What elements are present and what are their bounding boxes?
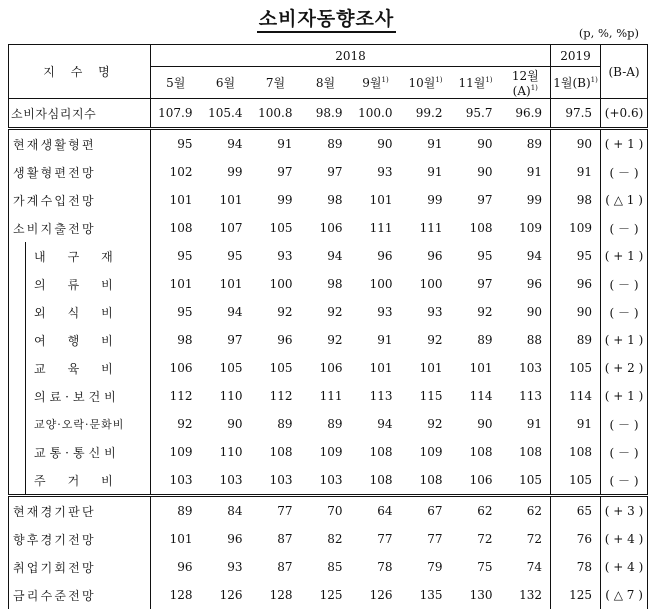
value-cell: 91 — [377, 333, 393, 347]
value-cell: 100.0 — [351, 99, 401, 129]
value-cell: 90 — [227, 417, 243, 431]
value-cell: 77 — [427, 532, 443, 546]
header-month: 10월$^{1)}$ — [408, 76, 443, 90]
value-cell: 105 — [269, 221, 293, 235]
value-cell: 113 — [369, 389, 393, 403]
value-cell: 91 — [501, 410, 551, 438]
value-cell: 101 — [369, 193, 393, 207]
row-label: 생활형편전망 — [9, 158, 151, 186]
value-cell: 89 — [301, 129, 351, 159]
value-cell: 113 — [501, 382, 551, 410]
value-cell: 100 — [369, 277, 393, 291]
value-cell: 101 — [369, 361, 393, 375]
value-cell: 103 — [501, 354, 551, 382]
value-cell: 101 — [169, 277, 193, 291]
value-cell: 93 — [377, 305, 393, 319]
value-cell: 102 — [169, 165, 193, 179]
change-cell: ( － ) — [601, 298, 648, 326]
value-cell: 94 — [501, 242, 551, 270]
value-cell: 94 — [227, 305, 243, 319]
value-cell: 96 — [427, 249, 443, 263]
change-cell: ( + 1 ) — [601, 326, 648, 354]
value-cell: 95.7 — [451, 99, 501, 129]
units-note: (p, %, %p) — [578, 26, 639, 40]
value-cell: 103 — [269, 473, 293, 487]
value-cell: 92 — [427, 417, 443, 431]
value-cell: 77 — [377, 532, 393, 546]
value-cell: 95 — [551, 242, 601, 270]
value-cell: 126 — [219, 588, 243, 602]
value-cell: 99 — [227, 165, 243, 179]
value-cell: 92 — [327, 305, 343, 319]
header-month-jan: 1월$(B)^{1)}$ — [551, 67, 601, 99]
value-cell: 94 — [377, 417, 393, 431]
value-cell: 109 — [169, 445, 193, 459]
row-label: 금리수준전망 — [9, 581, 151, 609]
value-cell: 96 — [377, 249, 393, 263]
value-cell: 128 — [269, 588, 293, 602]
value-cell: 108 — [551, 438, 601, 466]
value-cell: 72 — [477, 532, 493, 546]
value-cell: 108 — [469, 221, 493, 235]
value-cell: 92 — [327, 333, 343, 347]
value-cell: 87 — [277, 532, 293, 546]
value-cell: 93 — [277, 249, 293, 263]
value-cell: 90 — [477, 417, 493, 431]
value-cell: 101 — [219, 277, 243, 291]
row-label: 가계수입전망 — [9, 186, 151, 214]
table-row — [9, 553, 648, 581]
row-label: 의류비 — [9, 270, 151, 298]
value-cell: 65 — [551, 496, 601, 526]
value-cell: 111 — [319, 389, 343, 403]
value-cell: 108 — [369, 445, 393, 459]
value-cell: 75 — [477, 560, 493, 574]
value-cell: 97 — [327, 165, 343, 179]
value-cell: 105 — [219, 361, 243, 375]
value-cell: 100 — [269, 277, 293, 291]
value-cell: 89 — [327, 417, 343, 431]
value-cell: 98 — [177, 333, 193, 347]
value-cell: 108 — [369, 473, 393, 487]
row-label: 여행비 — [9, 326, 151, 354]
value-cell: 107 — [219, 221, 243, 235]
row-label: 현재생활형편 — [9, 129, 151, 159]
value-cell: 109 — [551, 214, 601, 242]
table-row — [9, 326, 648, 354]
value-cell: 111 — [369, 221, 393, 235]
value-cell: 76 — [551, 525, 601, 553]
value-cell: 108 — [501, 438, 551, 466]
value-cell: 97 — [227, 333, 243, 347]
change-cell: ( + 4 ) — [601, 525, 648, 553]
value-cell: 128 — [169, 588, 193, 602]
value-cell: 126 — [369, 588, 393, 602]
row-label: 현재경기판단 — [9, 496, 151, 526]
change-cell: ( + 1 ) — [601, 129, 648, 159]
row-label: 소비자심리지수 — [9, 99, 151, 129]
value-cell: 95 — [477, 249, 493, 263]
table-row — [9, 214, 648, 242]
table-row — [9, 410, 648, 438]
value-cell: 106 — [169, 361, 193, 375]
value-cell: 108 — [169, 221, 193, 235]
value-cell: 62 — [501, 496, 551, 526]
value-cell: 101 — [169, 193, 193, 207]
value-cell: 95 — [227, 249, 243, 263]
value-cell: 132 — [501, 581, 551, 609]
value-cell: 98.9 — [301, 99, 351, 129]
value-cell: 70 — [301, 496, 351, 526]
value-cell: 91 — [501, 158, 551, 186]
value-cell: 105 — [551, 466, 601, 496]
value-cell: 89 — [551, 326, 601, 354]
header-month: 7월 — [265, 76, 286, 90]
change-cell: ( － ) — [601, 466, 648, 496]
value-cell: 125 — [319, 588, 343, 602]
table-row — [9, 581, 648, 609]
table-body — [9, 99, 648, 610]
header-month: 12월$(A)^{1)}$ — [501, 67, 551, 99]
header-label-cell: 지 수 명 — [9, 45, 151, 99]
row-label: 의료·보건비 — [9, 382, 151, 410]
header-month: 11월$^{1)}$ — [458, 76, 493, 90]
value-cell: 106 — [319, 221, 343, 235]
value-cell: 99 — [427, 193, 443, 207]
value-cell: 87 — [277, 560, 293, 574]
value-cell: 96 — [551, 270, 601, 298]
table-row — [9, 438, 648, 466]
value-cell: 90 — [501, 298, 551, 326]
value-cell: 91 — [551, 158, 601, 186]
value-cell: 67 — [401, 496, 451, 526]
value-cell: 95 — [177, 249, 193, 263]
value-cell: 112 — [169, 389, 193, 403]
value-cell: 95 — [151, 129, 201, 159]
value-cell: 105 — [551, 354, 601, 382]
table-row — [9, 242, 648, 270]
value-cell: 94 — [201, 129, 251, 159]
value-cell: 99 — [277, 193, 293, 207]
value-cell: 62 — [451, 496, 501, 526]
value-cell: 90 — [477, 165, 493, 179]
row-label: 교양·오락·문화비 — [9, 410, 151, 438]
table-row — [9, 158, 648, 186]
value-cell: 79 — [427, 560, 443, 574]
table-row — [9, 298, 648, 326]
header-row-years — [9, 45, 648, 67]
value-cell: 92 — [427, 333, 443, 347]
table-row — [9, 99, 648, 129]
value-cell: 90 — [451, 129, 501, 159]
row-label: 외식비 — [9, 298, 151, 326]
value-cell: 97.5 — [551, 99, 601, 129]
value-cell: 74 — [501, 553, 551, 581]
value-cell: 101 — [219, 193, 243, 207]
value-cell: 96 — [177, 560, 193, 574]
table-row — [9, 496, 648, 526]
value-cell: 82 — [327, 532, 343, 546]
value-cell: 103 — [319, 473, 343, 487]
value-cell: 115 — [419, 389, 443, 403]
value-cell: 98 — [327, 193, 343, 207]
row-label: 교통·통신비 — [9, 438, 151, 466]
value-cell: 64 — [351, 496, 401, 526]
value-cell: 89 — [501, 129, 551, 159]
document-title: 소비자동향조사 — [0, 4, 653, 31]
value-cell: 110 — [219, 389, 243, 403]
value-cell: 78 — [377, 560, 393, 574]
change-cell: ( － ) — [601, 214, 648, 242]
header-year-2018: 2018 — [151, 45, 551, 67]
value-cell: 92 — [477, 305, 493, 319]
change-cell: ( △ 1 ) — [601, 186, 648, 214]
header-year-2019: 2019 — [551, 45, 601, 67]
change-cell: ( － ) — [601, 158, 648, 186]
table-row — [9, 354, 648, 382]
value-cell: 109 — [501, 214, 551, 242]
header-month: 5월 — [166, 76, 186, 90]
change-cell: ( △ 7 ) — [601, 581, 648, 609]
value-cell: 89 — [477, 333, 493, 347]
value-cell: 96 — [277, 333, 293, 347]
value-cell: 108 — [269, 445, 293, 459]
header-month: 8월 — [315, 76, 336, 90]
value-cell: 105 — [501, 466, 551, 496]
value-cell: 85 — [327, 560, 343, 574]
value-cell: 98 — [327, 277, 343, 291]
value-cell: 111 — [419, 221, 443, 235]
value-cell: 101 — [419, 361, 443, 375]
row-label: 교육비 — [9, 354, 151, 382]
value-cell: 88 — [501, 326, 551, 354]
value-cell: 108 — [419, 473, 443, 487]
value-cell: 114 — [551, 382, 601, 410]
value-cell: 84 — [201, 496, 251, 526]
table-row — [9, 186, 648, 214]
value-cell: 92 — [177, 417, 193, 431]
value-cell: 97 — [477, 193, 493, 207]
change-cell: ( － ) — [601, 270, 648, 298]
value-cell: 77 — [251, 496, 301, 526]
value-cell: 101 — [469, 361, 493, 375]
value-cell: 109 — [419, 445, 443, 459]
value-cell: 105 — [269, 361, 293, 375]
value-cell: 125 — [551, 581, 601, 609]
table-row — [9, 525, 648, 553]
value-cell: 97 — [277, 165, 293, 179]
header-month: 9월$^{1)}$ — [362, 76, 389, 90]
table-row — [9, 270, 648, 298]
change-cell: ( + 1 ) — [601, 382, 648, 410]
value-cell: 89 — [151, 496, 201, 526]
value-cell: 107.9 — [151, 99, 201, 129]
value-cell: 99.2 — [401, 99, 451, 129]
value-cell: 114 — [469, 389, 493, 403]
header-month: 6월 — [215, 76, 236, 90]
value-cell: 93 — [427, 305, 443, 319]
value-cell: 91 — [427, 165, 443, 179]
value-cell: 93 — [377, 165, 393, 179]
value-cell: 100 — [419, 277, 443, 291]
value-cell: 91 — [551, 410, 601, 438]
value-cell: 98 — [551, 186, 601, 214]
value-cell: 94 — [327, 249, 343, 263]
value-cell: 109 — [319, 445, 343, 459]
value-cell: 135 — [419, 588, 443, 602]
row-label: 주거비 — [9, 466, 151, 496]
value-cell: 110 — [219, 445, 243, 459]
value-cell: 105.4 — [201, 99, 251, 129]
value-cell: 106 — [319, 361, 343, 375]
change-cell: ( + 3 ) — [601, 496, 648, 526]
value-cell: 92 — [277, 305, 293, 319]
header-change: (B-A) — [601, 45, 648, 99]
value-cell: 89 — [277, 417, 293, 431]
consumer-survey-table — [8, 44, 648, 609]
value-cell: 96.9 — [501, 99, 551, 129]
value-cell: 97 — [477, 277, 493, 291]
change-cell: ( + 1 ) — [601, 242, 648, 270]
change-cell: (+0.6) — [601, 99, 648, 129]
value-cell: 90 — [551, 298, 601, 326]
table-row — [9, 129, 648, 159]
value-cell: 106 — [469, 473, 493, 487]
change-cell: ( + 4 ) — [601, 553, 648, 581]
row-label: 내구재 — [9, 242, 151, 270]
value-cell: 78 — [551, 553, 601, 581]
value-cell: 91 — [251, 129, 301, 159]
value-cell: 90 — [351, 129, 401, 159]
table-row — [9, 466, 648, 496]
value-cell: 101 — [169, 532, 193, 546]
row-label: 취업기회전망 — [9, 553, 151, 581]
change-cell: ( － ) — [601, 438, 648, 466]
value-cell: 108 — [469, 445, 493, 459]
value-cell: 93 — [227, 560, 243, 574]
value-cell: 90 — [551, 129, 601, 159]
value-cell: 103 — [219, 473, 243, 487]
value-cell: 112 — [269, 389, 293, 403]
value-cell: 100.8 — [251, 99, 301, 129]
table-row — [9, 382, 648, 410]
value-cell: 96 — [501, 270, 551, 298]
value-cell: 103 — [169, 473, 193, 487]
value-cell: 99 — [501, 186, 551, 214]
value-cell: 95 — [177, 305, 193, 319]
value-cell: 72 — [501, 525, 551, 553]
value-cell: 130 — [469, 588, 493, 602]
row-label: 향후경기전망 — [9, 525, 151, 553]
value-cell: 91 — [401, 129, 451, 159]
change-cell: ( + 2 ) — [601, 354, 648, 382]
change-cell: ( － ) — [601, 410, 648, 438]
value-cell: 96 — [227, 532, 243, 546]
row-label: 소비지출전망 — [9, 214, 151, 242]
